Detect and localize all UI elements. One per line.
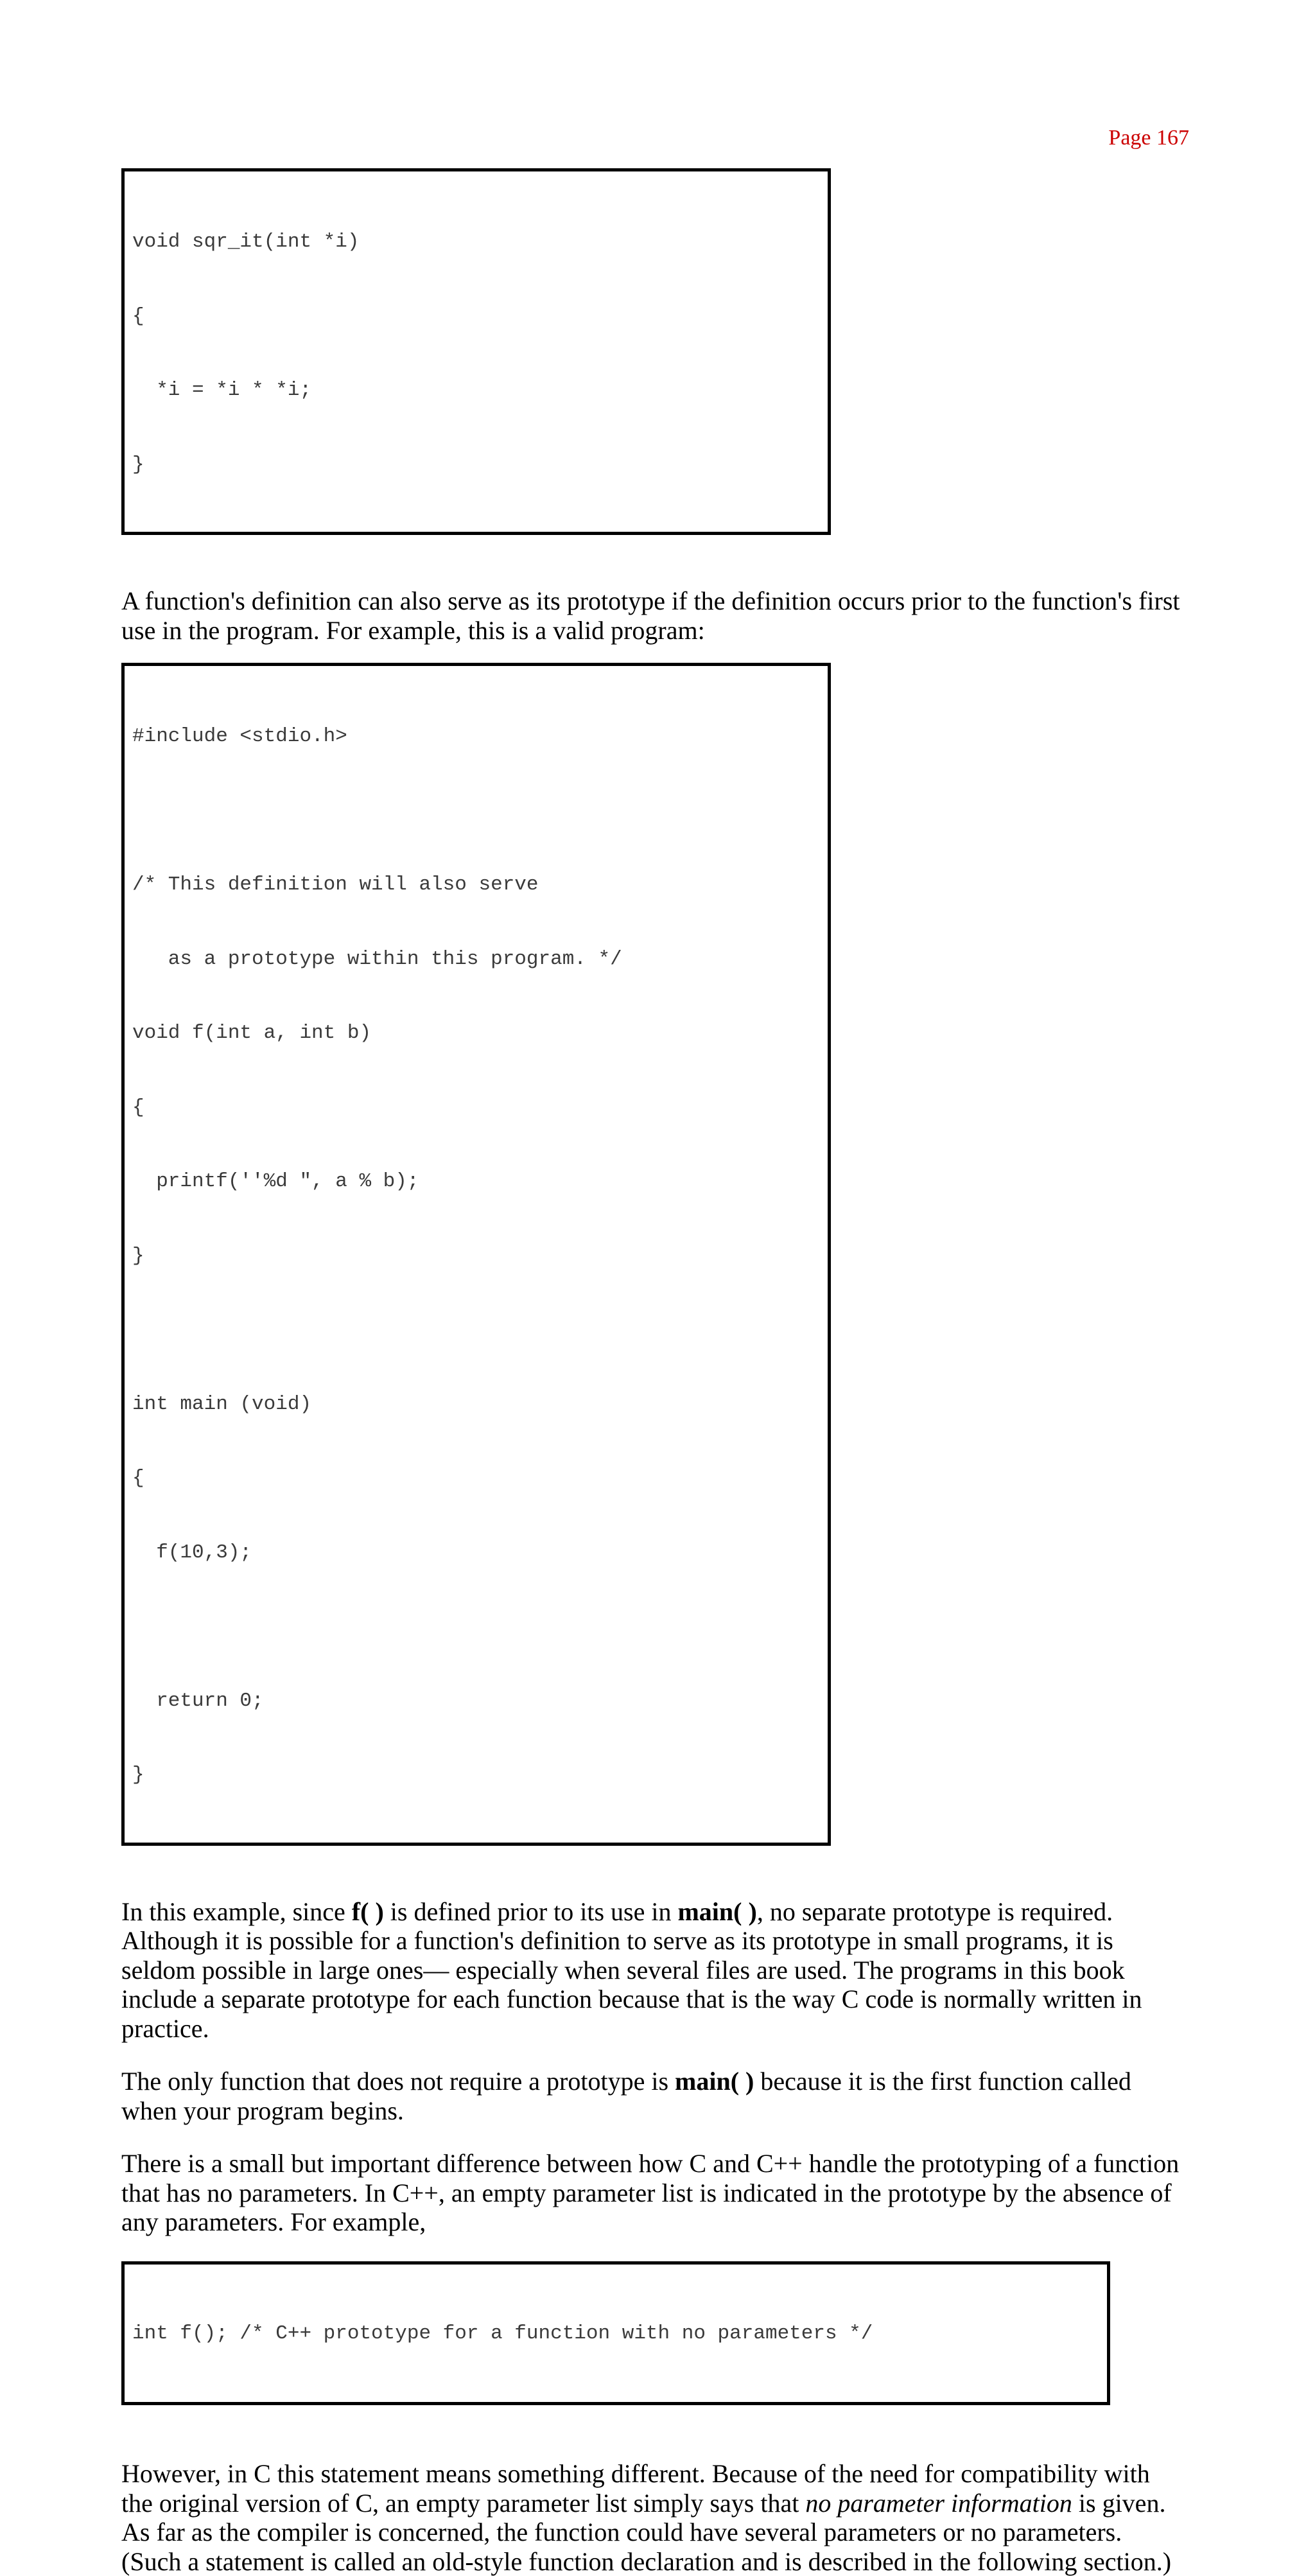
text-run: In this example, since	[121, 1897, 352, 1926]
code-line: *i = *i * *i;	[132, 379, 312, 401]
code-block-wrapper	[121, 2261, 1187, 2406]
code-line-blank	[132, 1615, 821, 1640]
paragraph-old-style-declaration	[121, 2459, 1187, 2576]
text-run: The only function that does not require a prototype is	[121, 2067, 675, 2096]
text-run: is given. As far as the compiler is concerned, the function could have several parameters or no parameters. (Such a statement is called an old-style function declaration and is described in the following section.)	[121, 2488, 1172, 2576]
code-block-valid-program	[121, 663, 831, 1846]
code-line: printf(''%d ", a % b);	[132, 1170, 419, 1193]
text-run: , no separate prototype is required. Although it is possible for a function's definition to serve as its prototype in small programs, it is seldom possible in large ones— especially when several files are used. The programs in this book include a separate prototype for each function because that is the way C code is normally written in practice.	[121, 1897, 1142, 2043]
paragraph-example-explanation	[121, 1897, 1187, 2044]
bold-code-term: main( )	[677, 1897, 757, 1926]
page-number: Page 167	[1108, 126, 1189, 150]
code-block-cpp-prototype	[121, 2261, 1110, 2406]
text-run: However, in C this statement means something different. Because of the need for compatibility with the original version of C, an empty parameter list simply says that	[121, 2459, 1150, 2518]
code-line: as a prototype within this program. */	[132, 947, 622, 970]
code-line: }	[132, 1764, 144, 1786]
bold-code-term: f( )	[351, 1897, 384, 1926]
paragraph-definition-as-prototype: A function's definition can also serve as its prototype if the definition occurs prior to the function's first use in the program. For example, this is a valid program:	[121, 586, 1180, 645]
text-run: is defined prior to its use in	[383, 1897, 678, 1926]
code-line: }	[132, 1244, 144, 1267]
code-line: int main (void)	[132, 1392, 312, 1415]
paragraph-c-vs-cpp: There is a small but important difference between how C and C++ handle the prototyping of a function that has no parameters. In C++, an empty parameter list is indicated in the prototype by the absence of any parameters. For example,	[121, 2149, 1180, 2236]
code-line: return 0;	[132, 1689, 264, 1712]
code-line: #include <stdio.h>	[132, 725, 347, 748]
code-line: void sqr_it(int *i)	[132, 231, 360, 253]
code-line: {	[132, 304, 144, 328]
code-line-blank	[132, 799, 821, 824]
code-line: {	[132, 1467, 144, 1489]
italic-term: no parameter information	[805, 2488, 1072, 2518]
code-line: }	[132, 453, 144, 476]
code-line: /* This definition will also serve	[132, 873, 539, 896]
page-content	[121, 168, 1187, 2576]
code-line: {	[132, 1096, 144, 1119]
code-line: int f(); /* C++ prototype for a function with no parameters */	[132, 2322, 873, 2345]
code-line: void f(int a, int b)	[132, 1022, 372, 1044]
paragraph-main-exception	[121, 2067, 1187, 2125]
code-block-sqr-it	[121, 168, 831, 535]
bold-code-term: main( )	[675, 2067, 754, 2096]
text-run: because it is the first function called when your program begins.	[121, 2067, 1131, 2125]
code-line-blank	[132, 1318, 821, 1343]
code-line: f(10,3);	[132, 1541, 252, 1564]
